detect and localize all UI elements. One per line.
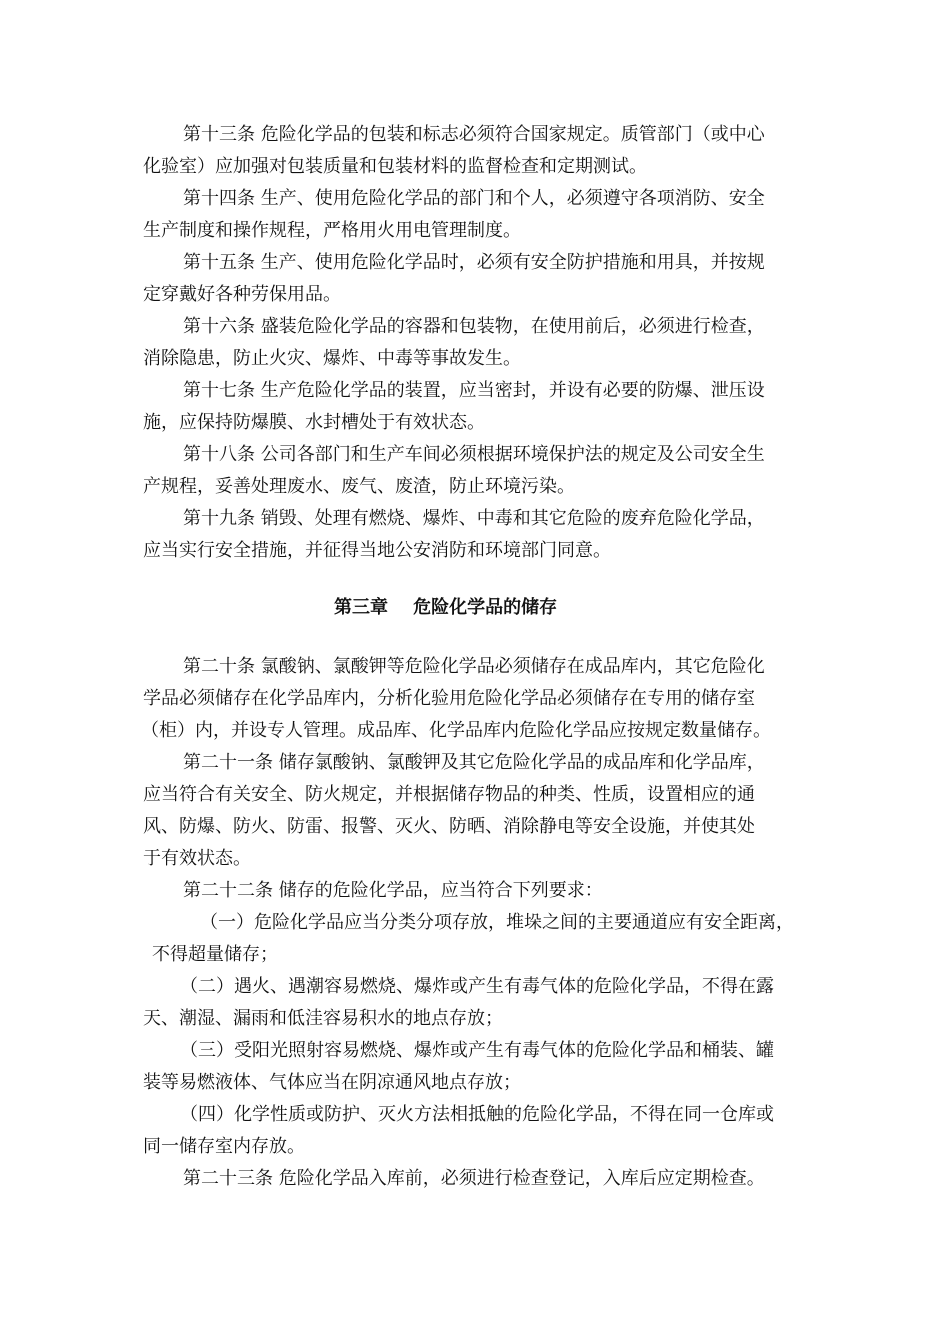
article-21-line-4: 于有效状态。 (143, 848, 251, 869)
article-13-line-1: 第十三条 危险化学品的包装和标志必须符合国家规定。质管部门（或中心 (183, 124, 765, 145)
article-22-line-1: 第二十二条 储存的危险化学品，应当符合下列要求： (183, 880, 603, 901)
article-19-line-1: 第十九条 销毁、处理有燃烧、爆炸、中毒和其它危险的废弃危险化学品， (183, 508, 765, 529)
item-4-line-2: 同一储存室内存放。 (143, 1136, 305, 1157)
article-20-line-2: 学品必须储存在化学品库内，分析化验用危险化学品必须储存在专用的储存室 (143, 688, 755, 709)
article-16-line-1: 第十六条 盛装危险化学品的容器和包装物，在使用前后，必须进行检查， (183, 316, 765, 337)
article-18-line-1: 第十八条 公司各部门和生产车间必须根据环境保护法的规定及公司安全生 (183, 444, 765, 465)
article-21-line-3: 风、防爆、防火、防雷、报警、灭火、防晒、消除静电等安全设施，并使其处 (143, 816, 755, 837)
article-14-line-1: 第十四条 生产、使用危险化学品的部门和个人，必须遵守各项消防、安全 (183, 188, 765, 209)
article-16-line-2: 消除隐患，防止火灾、爆炸、中毒等事故发生。 (143, 348, 521, 369)
article-21-line-2: 应当符合有关安全、防火规定，并根据储存物品的种类、性质，设置相应的通 (143, 784, 755, 805)
article-15-line-2: 定穿戴好各种劳保用品。 (143, 284, 341, 305)
article-20-line-3: （柜）内，并设专人管理。成品库、化学品库内危险化学品应按规定数量储存。 (141, 720, 771, 741)
article-19-line-2: 应当实行安全措施，并征得当地公安消防和环境部门同意。 (143, 540, 611, 561)
item-1-line-1: （一）危险化学品应当分类分项存放，堆垛之间的主要通道应有安全距离， (200, 912, 794, 933)
article-21-line-1: 第二十一条 储存氯酸钠、氯酸钾及其它危险化学品的成品库和化学品库， (183, 752, 765, 773)
item-1-line-2: 不得超量储存； (152, 944, 278, 965)
article-15-line-1: 第十五条 生产、使用危险化学品时，必须有安全防护措施和用具，并按规 (183, 252, 765, 273)
article-17-line-2: 施，应保持防爆膜、水封槽处于有效状态。 (143, 412, 485, 433)
article-18-line-2: 产规程，妥善处理废水、废气、废渣，防止环境污染。 (143, 476, 575, 497)
article-17-line-1: 第十七条 生产危险化学品的装置，应当密封，并设有必要的防爆、泄压设 (183, 380, 765, 401)
item-4-line-1: （四）化学性质或防护、灭火方法相抵触的危险化学品，不得在同一仓库或 (180, 1104, 774, 1125)
article-14-line-2: 生产制度和操作规程，严格用火用电管理制度。 (143, 220, 521, 241)
chapter-heading: 第三章 危险化学品的储存 (334, 597, 558, 618)
item-2-line-2: 天、潮湿、漏雨和低洼容易积水的地点存放； (143, 1008, 503, 1029)
item-3-line-2: 装等易燃液体、气体应当在阴凉通风地点存放； (143, 1072, 521, 1093)
article-23-line-1: 第二十三条 危险化学品入库前，必须进行检查登记，入库后应定期检查。 (183, 1168, 765, 1189)
article-13-line-2: 化验室）应加强对包装质量和包装材料的监督检查和定期测试。 (143, 156, 647, 177)
item-3-line-1: （三）受阳光照射容易燃烧、爆炸或产生有毒气体的危险化学品和桶装、罐 (180, 1040, 774, 1061)
article-20-line-1: 第二十条 氯酸钠、氯酸钾等危险化学品必须储存在成品库内，其它危险化 (183, 656, 765, 677)
item-2-line-1: （二）遇火、遇潮容易燃烧、爆炸或产生有毒气体的危险化学品，不得在露 (180, 976, 774, 997)
